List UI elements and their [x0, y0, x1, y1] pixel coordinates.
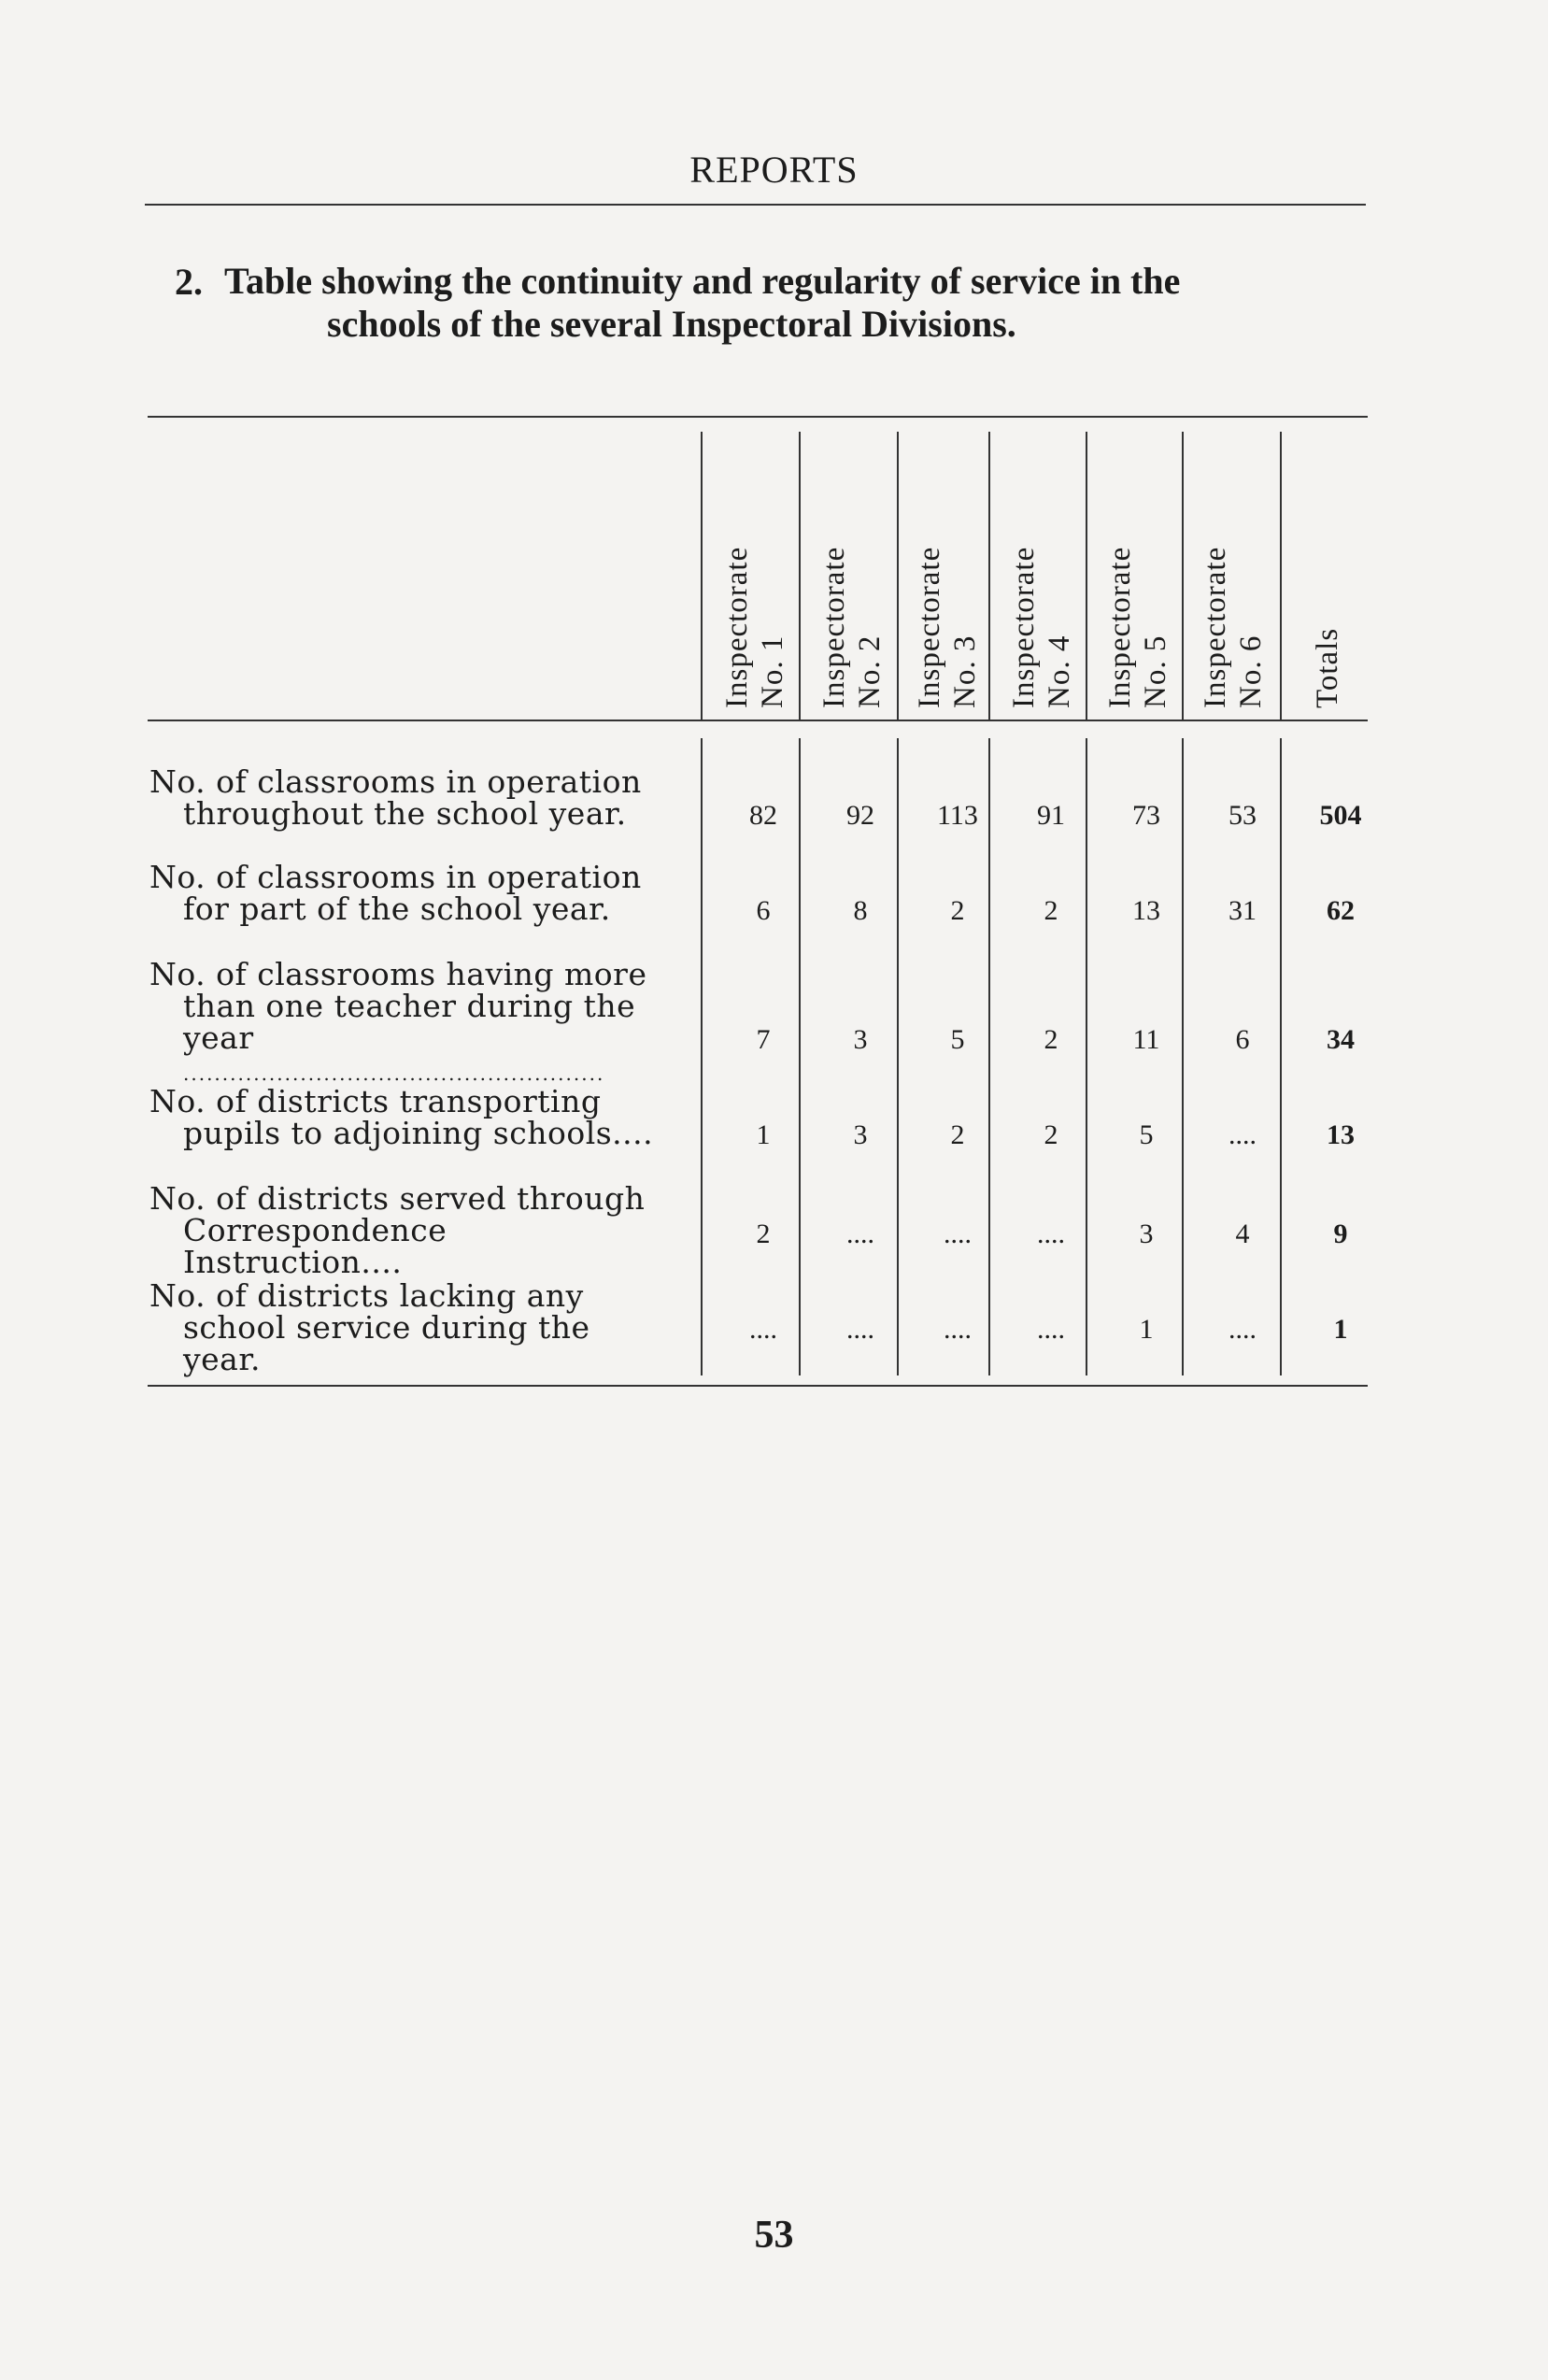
table-cell: 113	[937, 800, 978, 831]
column-divider	[1280, 432, 1282, 720]
column-divider	[988, 738, 990, 1375]
column-header-totals: Totals	[1311, 627, 1344, 708]
table-cell: 13	[1132, 895, 1160, 926]
column-header-inspectorate-3: Inspectorate No. 3	[913, 546, 982, 708]
column-divider	[799, 432, 801, 720]
table-cell: 2	[950, 895, 965, 926]
header-rule	[145, 204, 1366, 206]
leader-dots: ......................................................	[183, 1062, 605, 1085]
table-cell-total: 34	[1327, 1024, 1355, 1055]
row-label-classrooms-part-year: No. of classrooms in operation for part of the school year.	[149, 859, 642, 927]
row-label-districts-correspondence: No. of districts served through Correspondence Instruction....	[149, 1180, 646, 1280]
table-cell: 3	[1139, 1219, 1154, 1249]
table-cell: 2	[1044, 895, 1058, 926]
table-cell: 31	[1228, 895, 1257, 926]
table-cell: ....	[944, 1219, 972, 1249]
column-header-inspectorate-6: Inspectorate No. 6	[1199, 546, 1268, 708]
table-cell-total: 13	[1327, 1119, 1355, 1150]
column-header-inspectorate-5: Inspectorate No. 5	[1103, 546, 1172, 708]
table-cell: 5	[1139, 1119, 1154, 1150]
table-cell: 1	[756, 1119, 771, 1150]
table-cell: 8	[853, 895, 868, 926]
table-cell: ....	[749, 1314, 777, 1345]
column-divider	[799, 738, 801, 1375]
row-label-classrooms-full-year: No. of classrooms in operation throughout the school year.	[149, 763, 642, 832]
caption-line-2: schools of the several Inspectoral Divisions.	[327, 303, 1016, 345]
table-cell: 1	[1139, 1314, 1154, 1345]
column-header-inspectorate-2: Inspectorate No. 2	[817, 546, 887, 708]
row-label-classrooms-multiple-teachers: No. of classrooms having more than one teacher during the year ......................................................	[149, 956, 647, 1085]
table-cell-total: 1	[1333, 1314, 1348, 1345]
table-cell: ....	[1037, 1219, 1065, 1249]
table-cell: 6	[756, 895, 771, 926]
table-cell: ....	[1037, 1314, 1065, 1345]
header-bottom-rule	[148, 720, 1368, 721]
table-cell: 3	[853, 1119, 868, 1150]
column-divider	[1086, 432, 1087, 720]
table-cell: 82	[749, 800, 777, 831]
column-header-inspectorate-4: Inspectorate No. 4	[1007, 546, 1076, 708]
table-caption	[224, 260, 1373, 346]
column-divider	[1086, 738, 1087, 1375]
table-cell: 92	[846, 800, 874, 831]
table-cell: ....	[846, 1314, 874, 1345]
column-divider	[988, 432, 990, 720]
table-cell: 2	[756, 1219, 771, 1249]
table-cell: 11	[1132, 1024, 1160, 1055]
column-divider	[897, 738, 899, 1375]
table-bottom-rule	[148, 1385, 1368, 1387]
table-cell: 2	[1044, 1024, 1058, 1055]
table-cell-total: 9	[1333, 1219, 1348, 1249]
table-cell-total: 504	[1319, 800, 1362, 831]
column-divider	[701, 432, 703, 720]
table-cell: ....	[944, 1314, 972, 1345]
table-cell: 6	[1235, 1024, 1250, 1055]
column-divider	[897, 432, 899, 720]
page-number: 53	[754, 2214, 794, 2257]
table-cell: 3	[853, 1024, 868, 1055]
table-cell: ....	[1228, 1119, 1257, 1150]
table-cell: 91	[1037, 800, 1065, 831]
column-divider	[1280, 738, 1282, 1375]
column-header-inspectorate-1: Inspectorate No. 1	[720, 546, 789, 708]
column-divider	[1182, 432, 1184, 720]
table-cell: 53	[1228, 800, 1257, 831]
running-head: REPORTS	[689, 149, 859, 191]
table-cell: 2	[1044, 1119, 1058, 1150]
row-label-districts-transporting: No. of districts transporting pupils to adjoining schools....	[149, 1083, 654, 1151]
table-cell: 73	[1132, 800, 1160, 831]
column-divider	[701, 738, 703, 1375]
table-cell: 5	[950, 1024, 965, 1055]
table-cell: 4	[1235, 1219, 1250, 1249]
column-divider	[1182, 738, 1184, 1375]
table-number: 2.	[175, 261, 203, 303]
table-cell: ....	[1228, 1314, 1257, 1345]
table-cell: 7	[756, 1024, 771, 1055]
table-top-rule	[148, 416, 1368, 418]
table-cell: 2	[950, 1119, 965, 1150]
table-cell-total: 62	[1327, 895, 1355, 926]
table-cell: ....	[846, 1219, 874, 1249]
caption-line-1: Table showing the continuity and regularity of service in the	[224, 260, 1181, 302]
row-label-districts-lacking-service: No. of districts lacking any school service during the year.	[149, 1277, 590, 1377]
